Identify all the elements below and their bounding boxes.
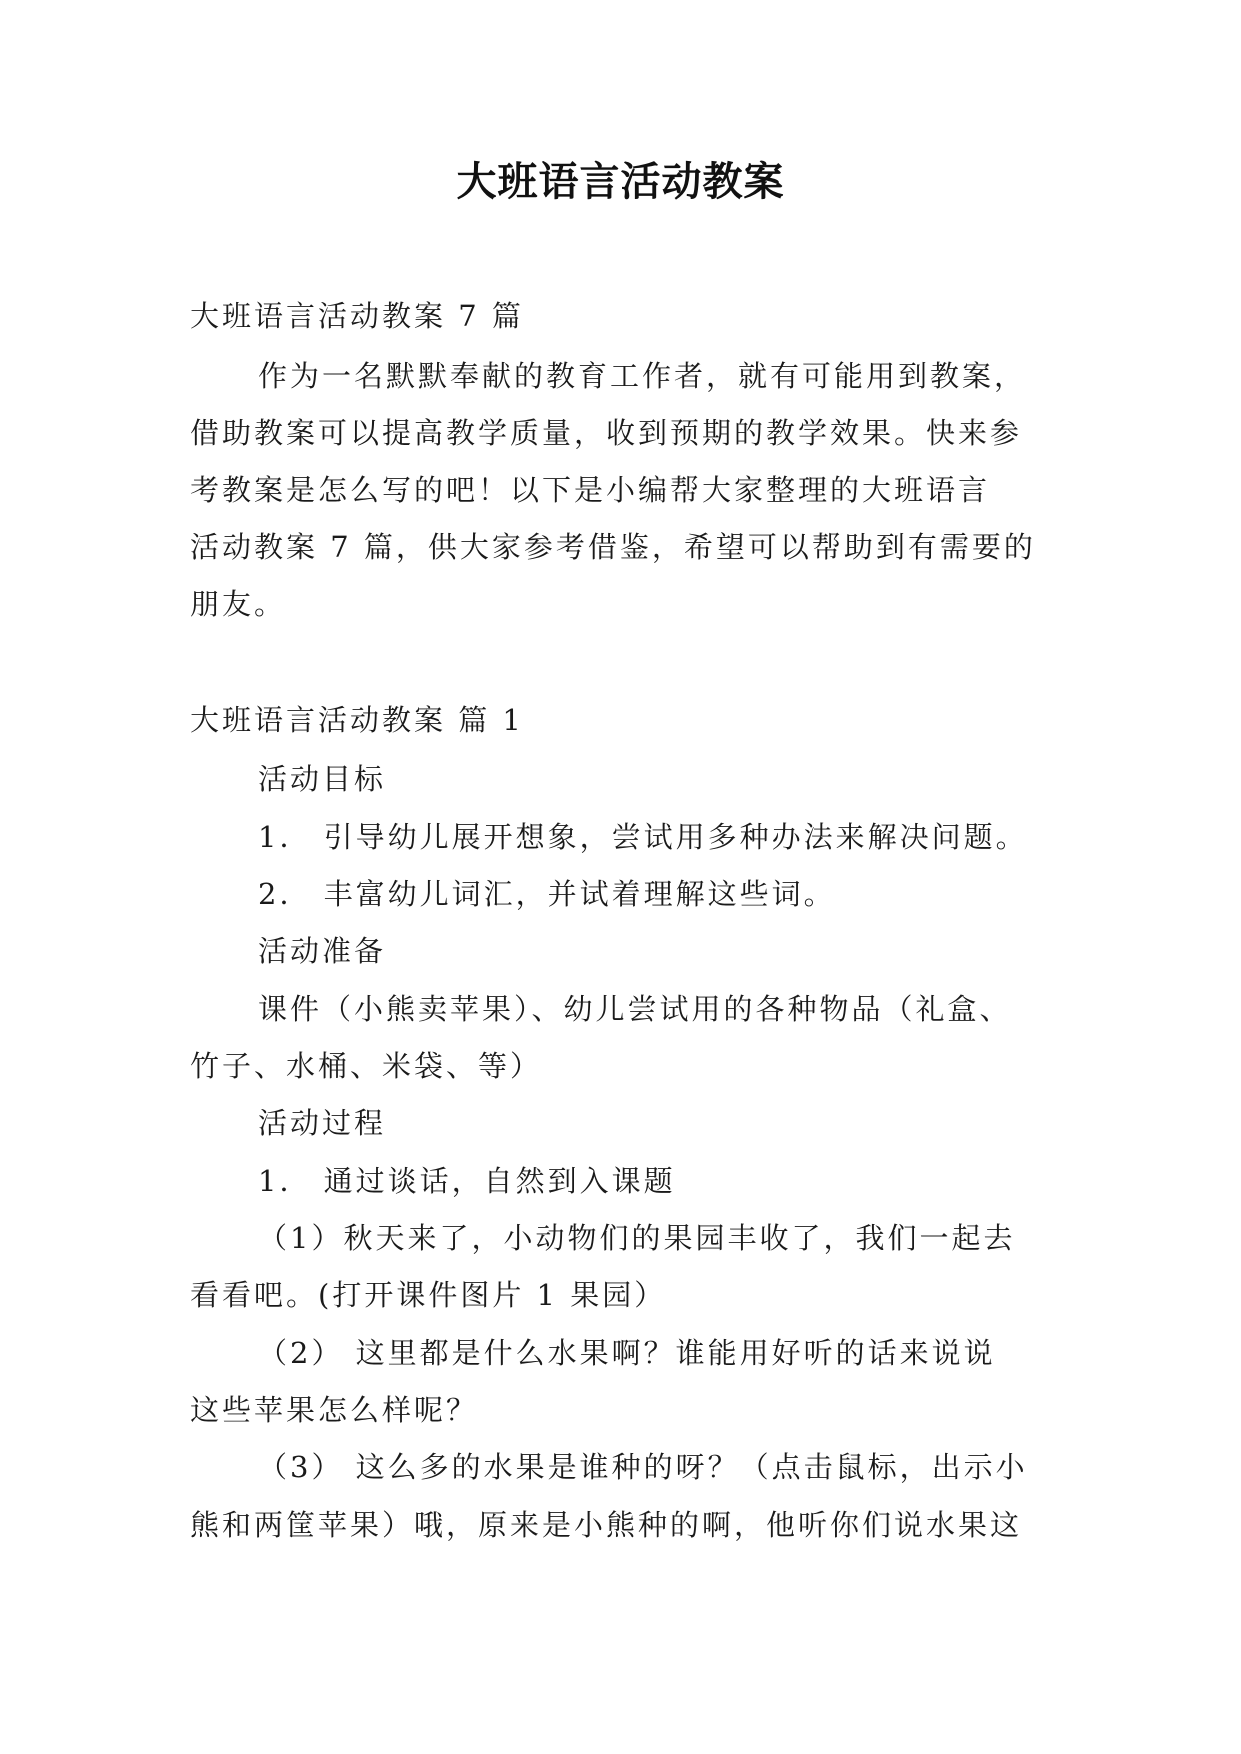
intro-line-3: 考教案是怎么写的吧！以下是小编帮大家整理的大班语言 <box>190 473 991 507</box>
paragraph-1-line-1: （1）秋天来了，小动物们的果园丰收了，我们一起去 <box>258 1221 1016 1255</box>
prep-line-2: 竹子、水桶、米袋、等） <box>190 1049 543 1083</box>
page-title: 大班语言活动教案 <box>456 158 785 205</box>
goal-item-1: 1． 引导幼儿展开想象，尝试用多种办法来解决问题。 <box>258 820 1028 854</box>
prep-heading: 活动准备 <box>258 934 387 968</box>
prep-line-1: 课件（小熊卖苹果）、幼儿尝试用的各种物品（礼盒、 <box>258 992 1012 1026</box>
intro-line-2: 借助教案可以提高教学质量，收到预期的教学效果。快来参 <box>190 416 1023 450</box>
process-step-1: 1． 通过谈话，自然到入课题 <box>258 1164 676 1198</box>
goal-item-2: 2． 丰富幼儿词汇，并试着理解这些词。 <box>258 877 836 911</box>
paragraph-2-line-2: 这些苹果怎么样呢？ <box>190 1393 479 1427</box>
intro-line-4: 活动教案 7 篇，供大家参考借鉴，希望可以帮助到有需要的 <box>190 530 1036 564</box>
process-heading: 活动过程 <box>258 1106 387 1140</box>
document-subtitle: 大班语言活动教案 7 篇 <box>190 299 524 333</box>
paragraph-2-line-1: （2） 这里都是什么水果啊？谁能用好听的话来说说 <box>258 1336 996 1370</box>
paragraph-3-line-1: （3） 这么多的水果是谁种的呀？（点击鼠标，出示小 <box>258 1450 1028 1484</box>
intro-line-5: 朋友。 <box>190 587 287 621</box>
intro-line-1: 作为一名默默奉献的教育工作者，就有可能用到教案， <box>258 359 1027 393</box>
paragraph-1-line-2: 看看吧。(打开课件图片 1 果园） <box>190 1278 667 1312</box>
paragraph-3-line-2: 熊和两筐苹果）哦，原来是小熊种的啊，他听你们说水果这 <box>190 1508 1023 1542</box>
section-heading: 大班语言活动教案 篇 1 <box>190 703 524 737</box>
goals-heading: 活动目标 <box>258 762 387 796</box>
